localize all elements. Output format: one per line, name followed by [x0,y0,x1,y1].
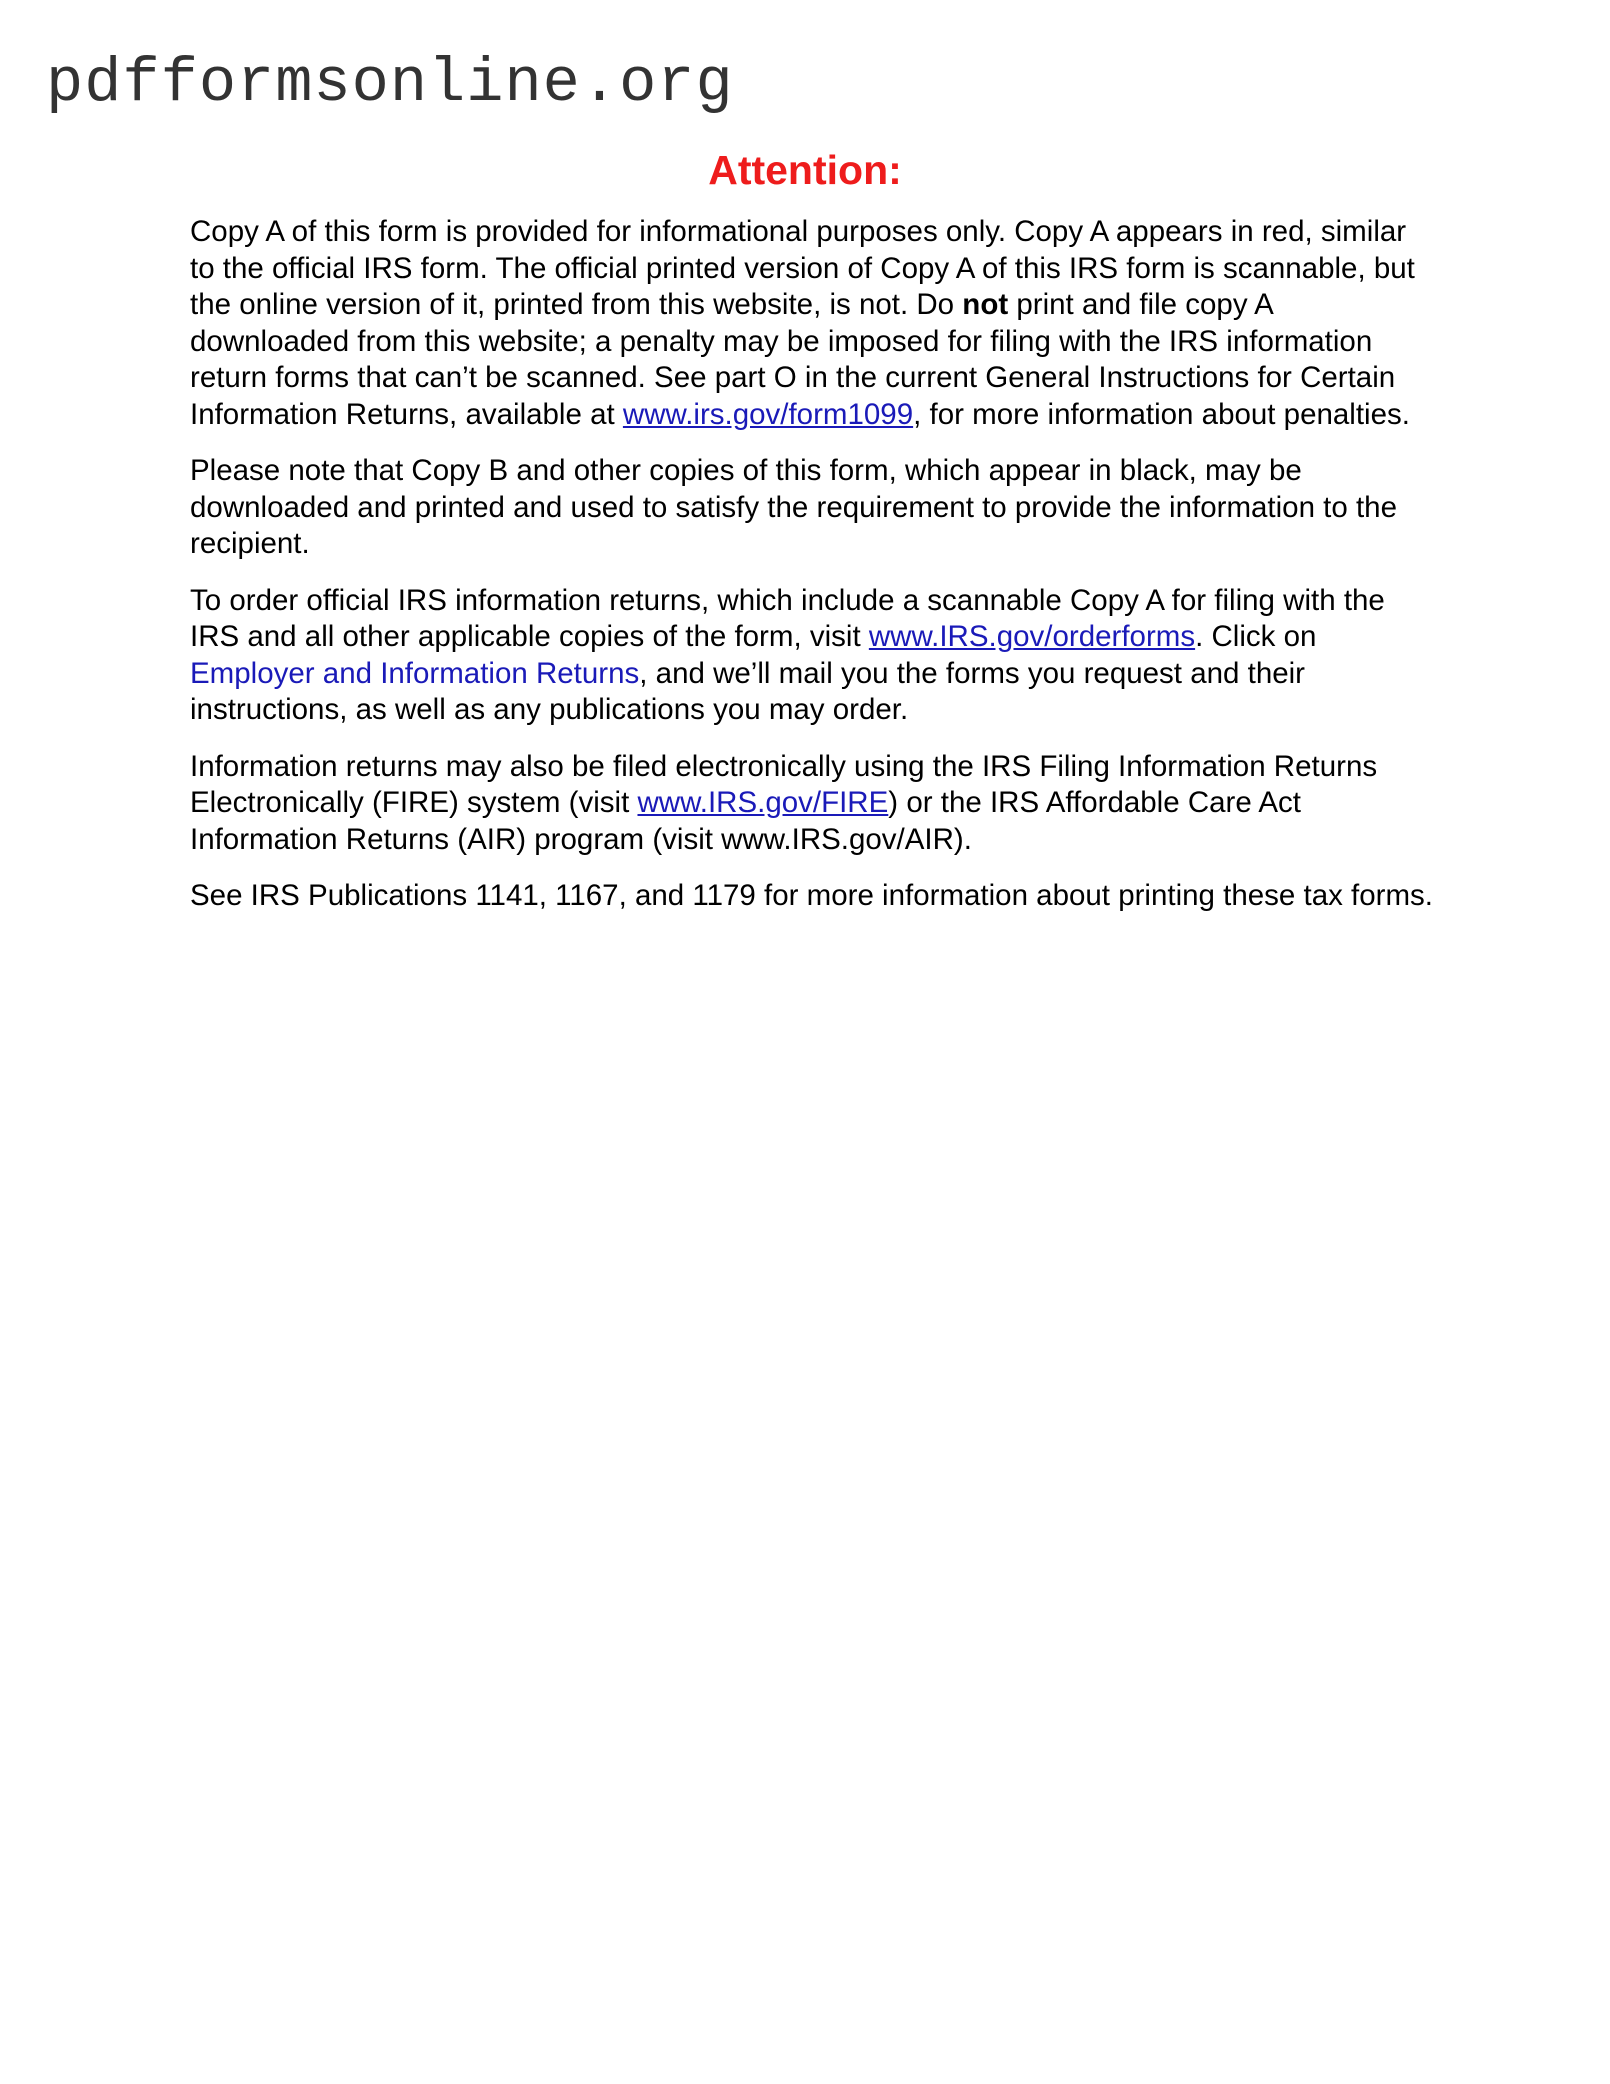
p1-text-2: print and file copy A downloaded from this website; a penalty may be imposed for filing with the IRS information return forms that can’t be scanned. See part O in the current General Instructions for Certain Information Returns, available at [190,288,1396,431]
attention-heading: Attention: [708,147,902,193]
p3-text-1: To order official IRS information returns, which include a scannable Copy A for filing with the IRS and all other applicable copies of the form, visit [190,583,1385,653]
site-watermark: pdfformsonline.org [46,48,734,119]
fire-link[interactable]: www.IRS.gov/FIRE [637,786,889,819]
employer-info-returns-link[interactable]: Employer and Information Returns [190,656,640,690]
notice-body [190,214,1435,935]
paragraph-copy-a-notice [190,214,1435,433]
p1-text-3: , for more information about penalties. [913,397,1410,431]
p4-text-2: ) or the IRS Affordable Care Act Information Returns (AIR) program (visit www.IRS.gov/AIR). [190,786,1301,856]
paragraph-order-forms [190,583,1435,729]
p4-text-1: Information returns may also be filed electronically using the IRS Filing Information Returns Electronically (FIRE) system (visit [190,749,1378,819]
p1-bold-not: not [962,288,1009,321]
orderforms-link[interactable]: www.IRS.gov/orderforms [868,620,1196,653]
paragraph-copy-b-notice: Please note that Copy B and other copies of this form, which appear in black, may be downloaded and printed and used to satisfy the requirement to provide the information to the recipient. [190,454,1397,560]
form1099-link[interactable]: www.irs.gov/form1099 [622,397,914,431]
p3-text-2: . Click on [1195,620,1317,653]
p3-text-3: , and we’ll mail you the forms you request and their instructions, as well as any publications you may order. [190,656,1306,726]
p1-text-1: Copy A of this form is provided for informational purposes only. Copy A appears in red, similar to the official IRS form. The official printed version of Copy A of this IRS form is scannable, but the online version of it, printed from this website, is not. Do [190,215,1415,321]
paragraph-publications: See IRS Publications 1141, 1167, and 1179 for more information about printing these tax forms. [190,879,1434,912]
paragraph-electronic-filing [190,749,1435,859]
